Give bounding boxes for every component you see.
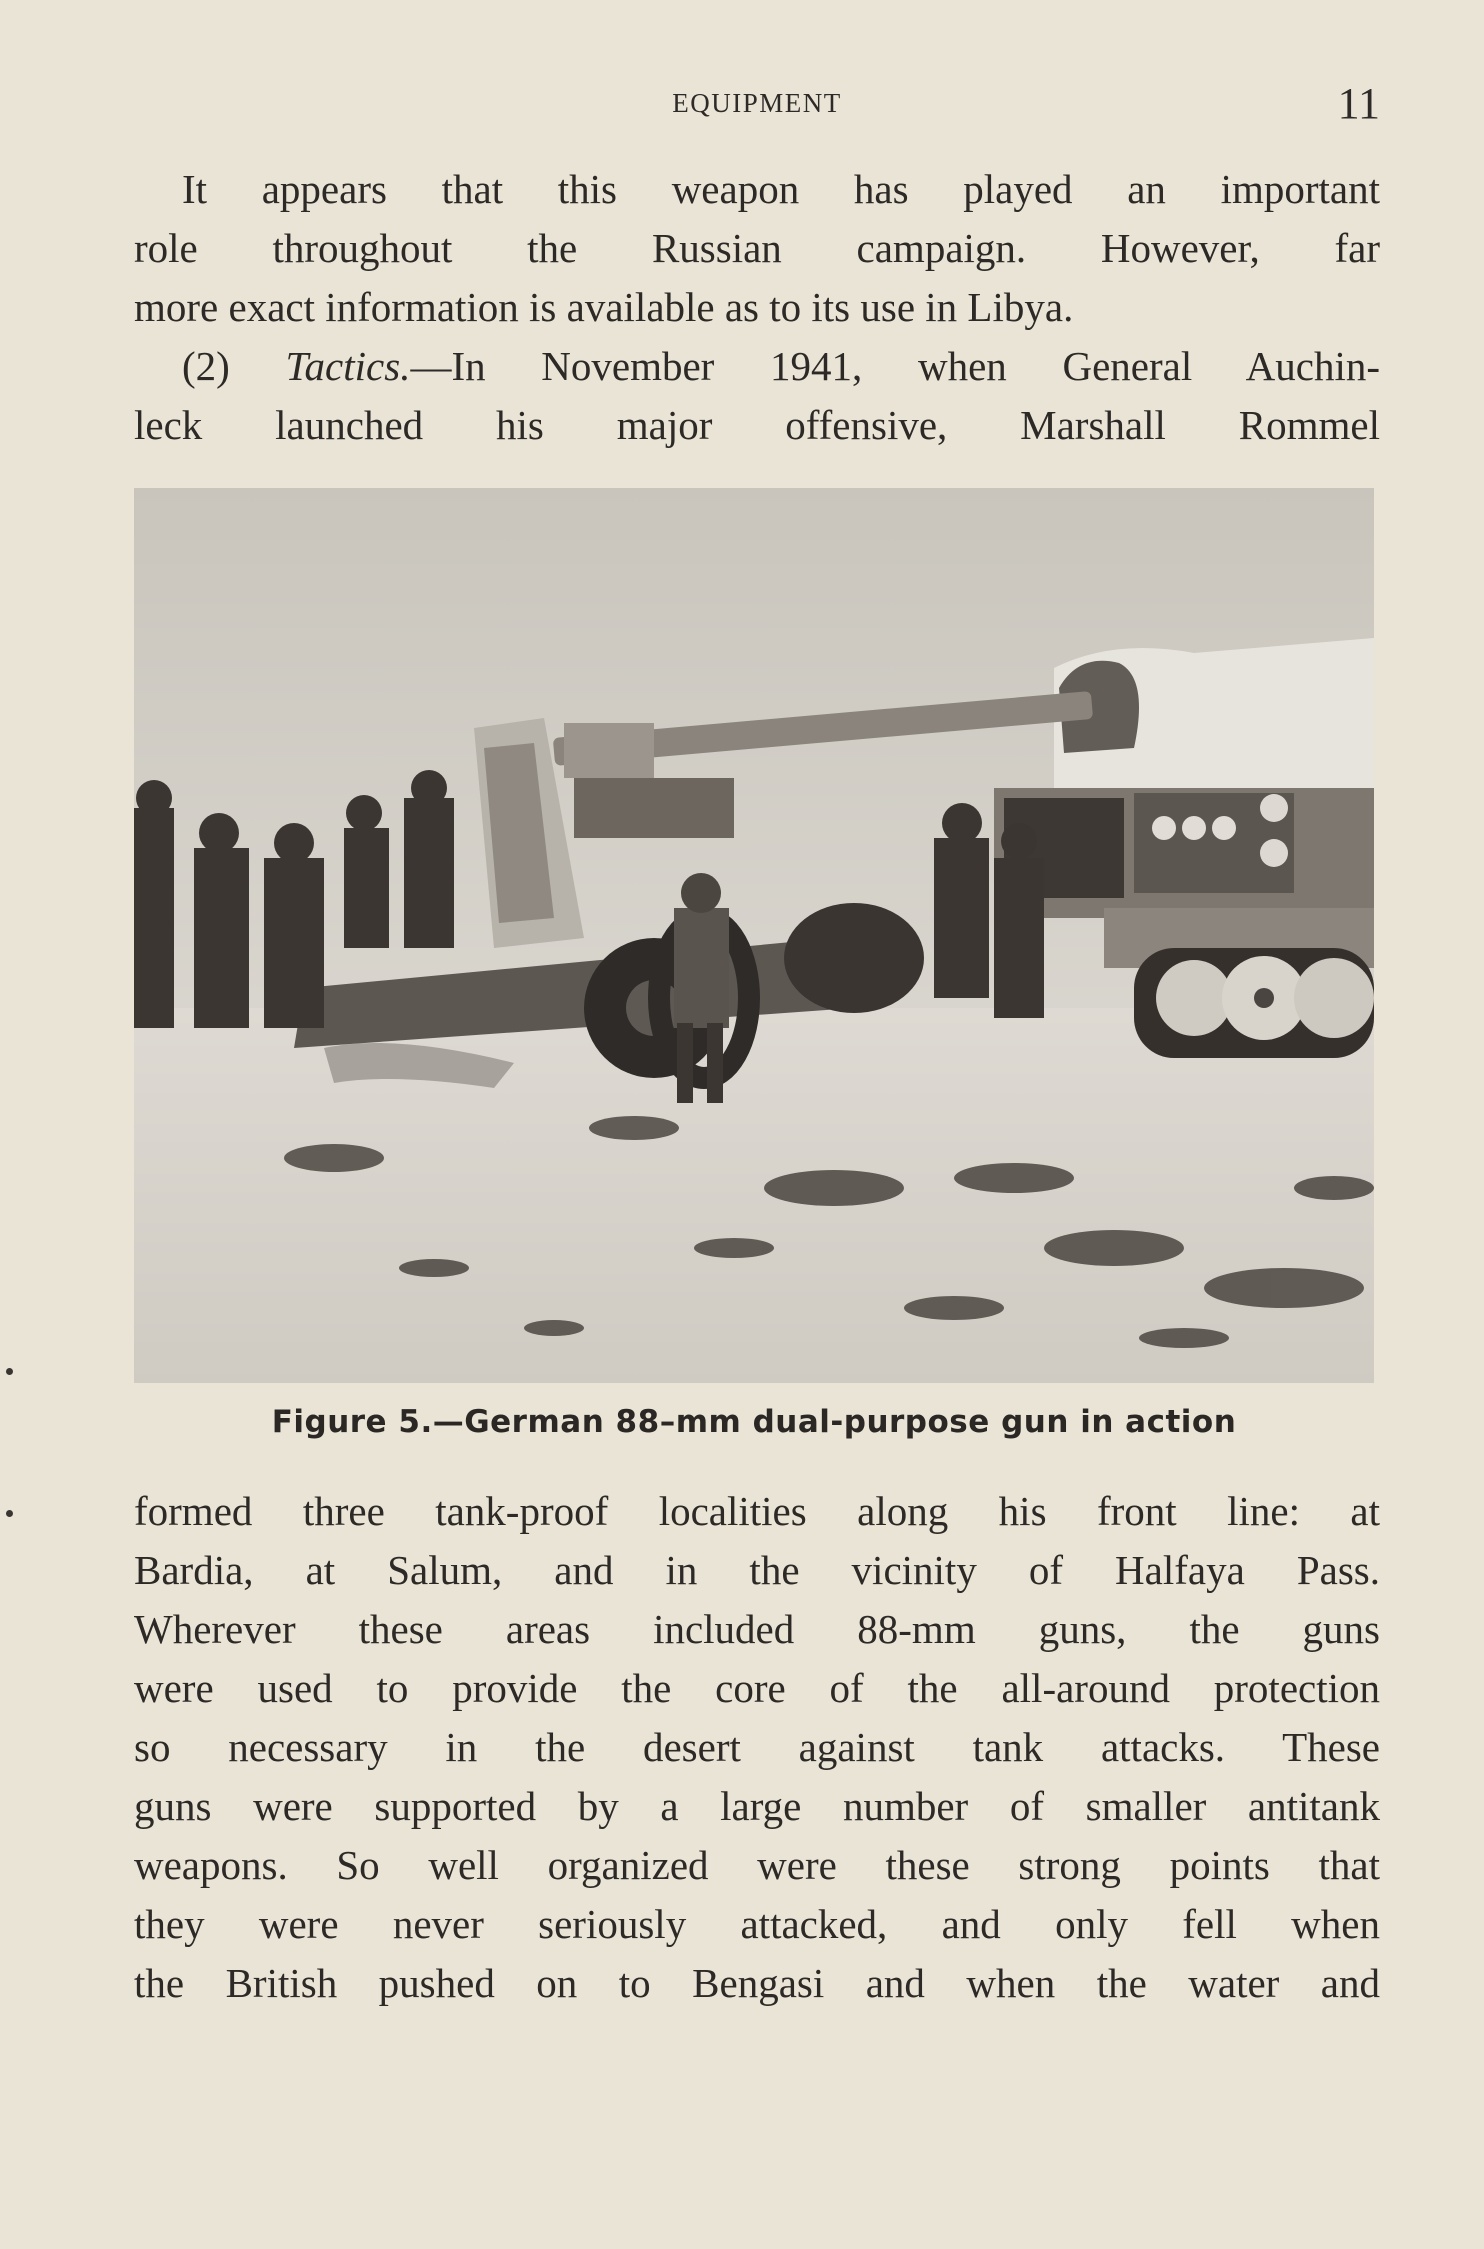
tactics-number: (2): [182, 343, 230, 389]
margin-mark: [6, 1510, 13, 1517]
text-line: Wherever these areas included 88-mm guns, the guns: [134, 1606, 1380, 1652]
text-line: formed three tank-proof localities along his front line: at: [134, 1488, 1380, 1534]
text-line: Bardia, at Salum, and in the vicinity of Halfaya Pass.: [134, 1547, 1380, 1593]
text-line: leck launched his major offensive, Marshall Rommel: [134, 402, 1380, 448]
bottom-paragraph: [134, 1482, 1380, 2013]
tactics-text: —In November 1941, when General Auchin-: [410, 343, 1380, 389]
running-title: EQUIPMENT: [672, 88, 842, 118]
figure-caption: Figure 5.—German 88–mm dual-purpose gun in action: [271, 1404, 1237, 1440]
figure-photo: [134, 488, 1374, 1383]
page-number: 11: [1337, 79, 1380, 128]
tactics-heading: Tactics.: [285, 343, 411, 389]
text-line: were used to provide the core of the all-around protection: [134, 1665, 1380, 1711]
top-paragraphs: [134, 160, 1380, 455]
text-line: guns were supported by a large number of smaller antitank: [134, 1783, 1380, 1829]
margin-mark: [6, 1368, 13, 1375]
tactics-line: [134, 337, 1380, 396]
text-line: so necessary in the desert against tank attacks. These: [134, 1724, 1380, 1770]
text-line: they were never seriously attacked, and only fell when: [134, 1901, 1380, 1947]
text-line: more exact information is available as to its use in Libya.: [134, 284, 1074, 330]
text-line: It appears that this weapon has played an important: [182, 166, 1380, 212]
text-line: the British pushed on to Bengasi and when the water and: [134, 1960, 1380, 2006]
text-line: role throughout the Russian campaign. However, far: [134, 225, 1380, 271]
text-line: weapons. So well organized were these strong points that: [134, 1842, 1380, 1888]
running-head: [134, 78, 1380, 128]
